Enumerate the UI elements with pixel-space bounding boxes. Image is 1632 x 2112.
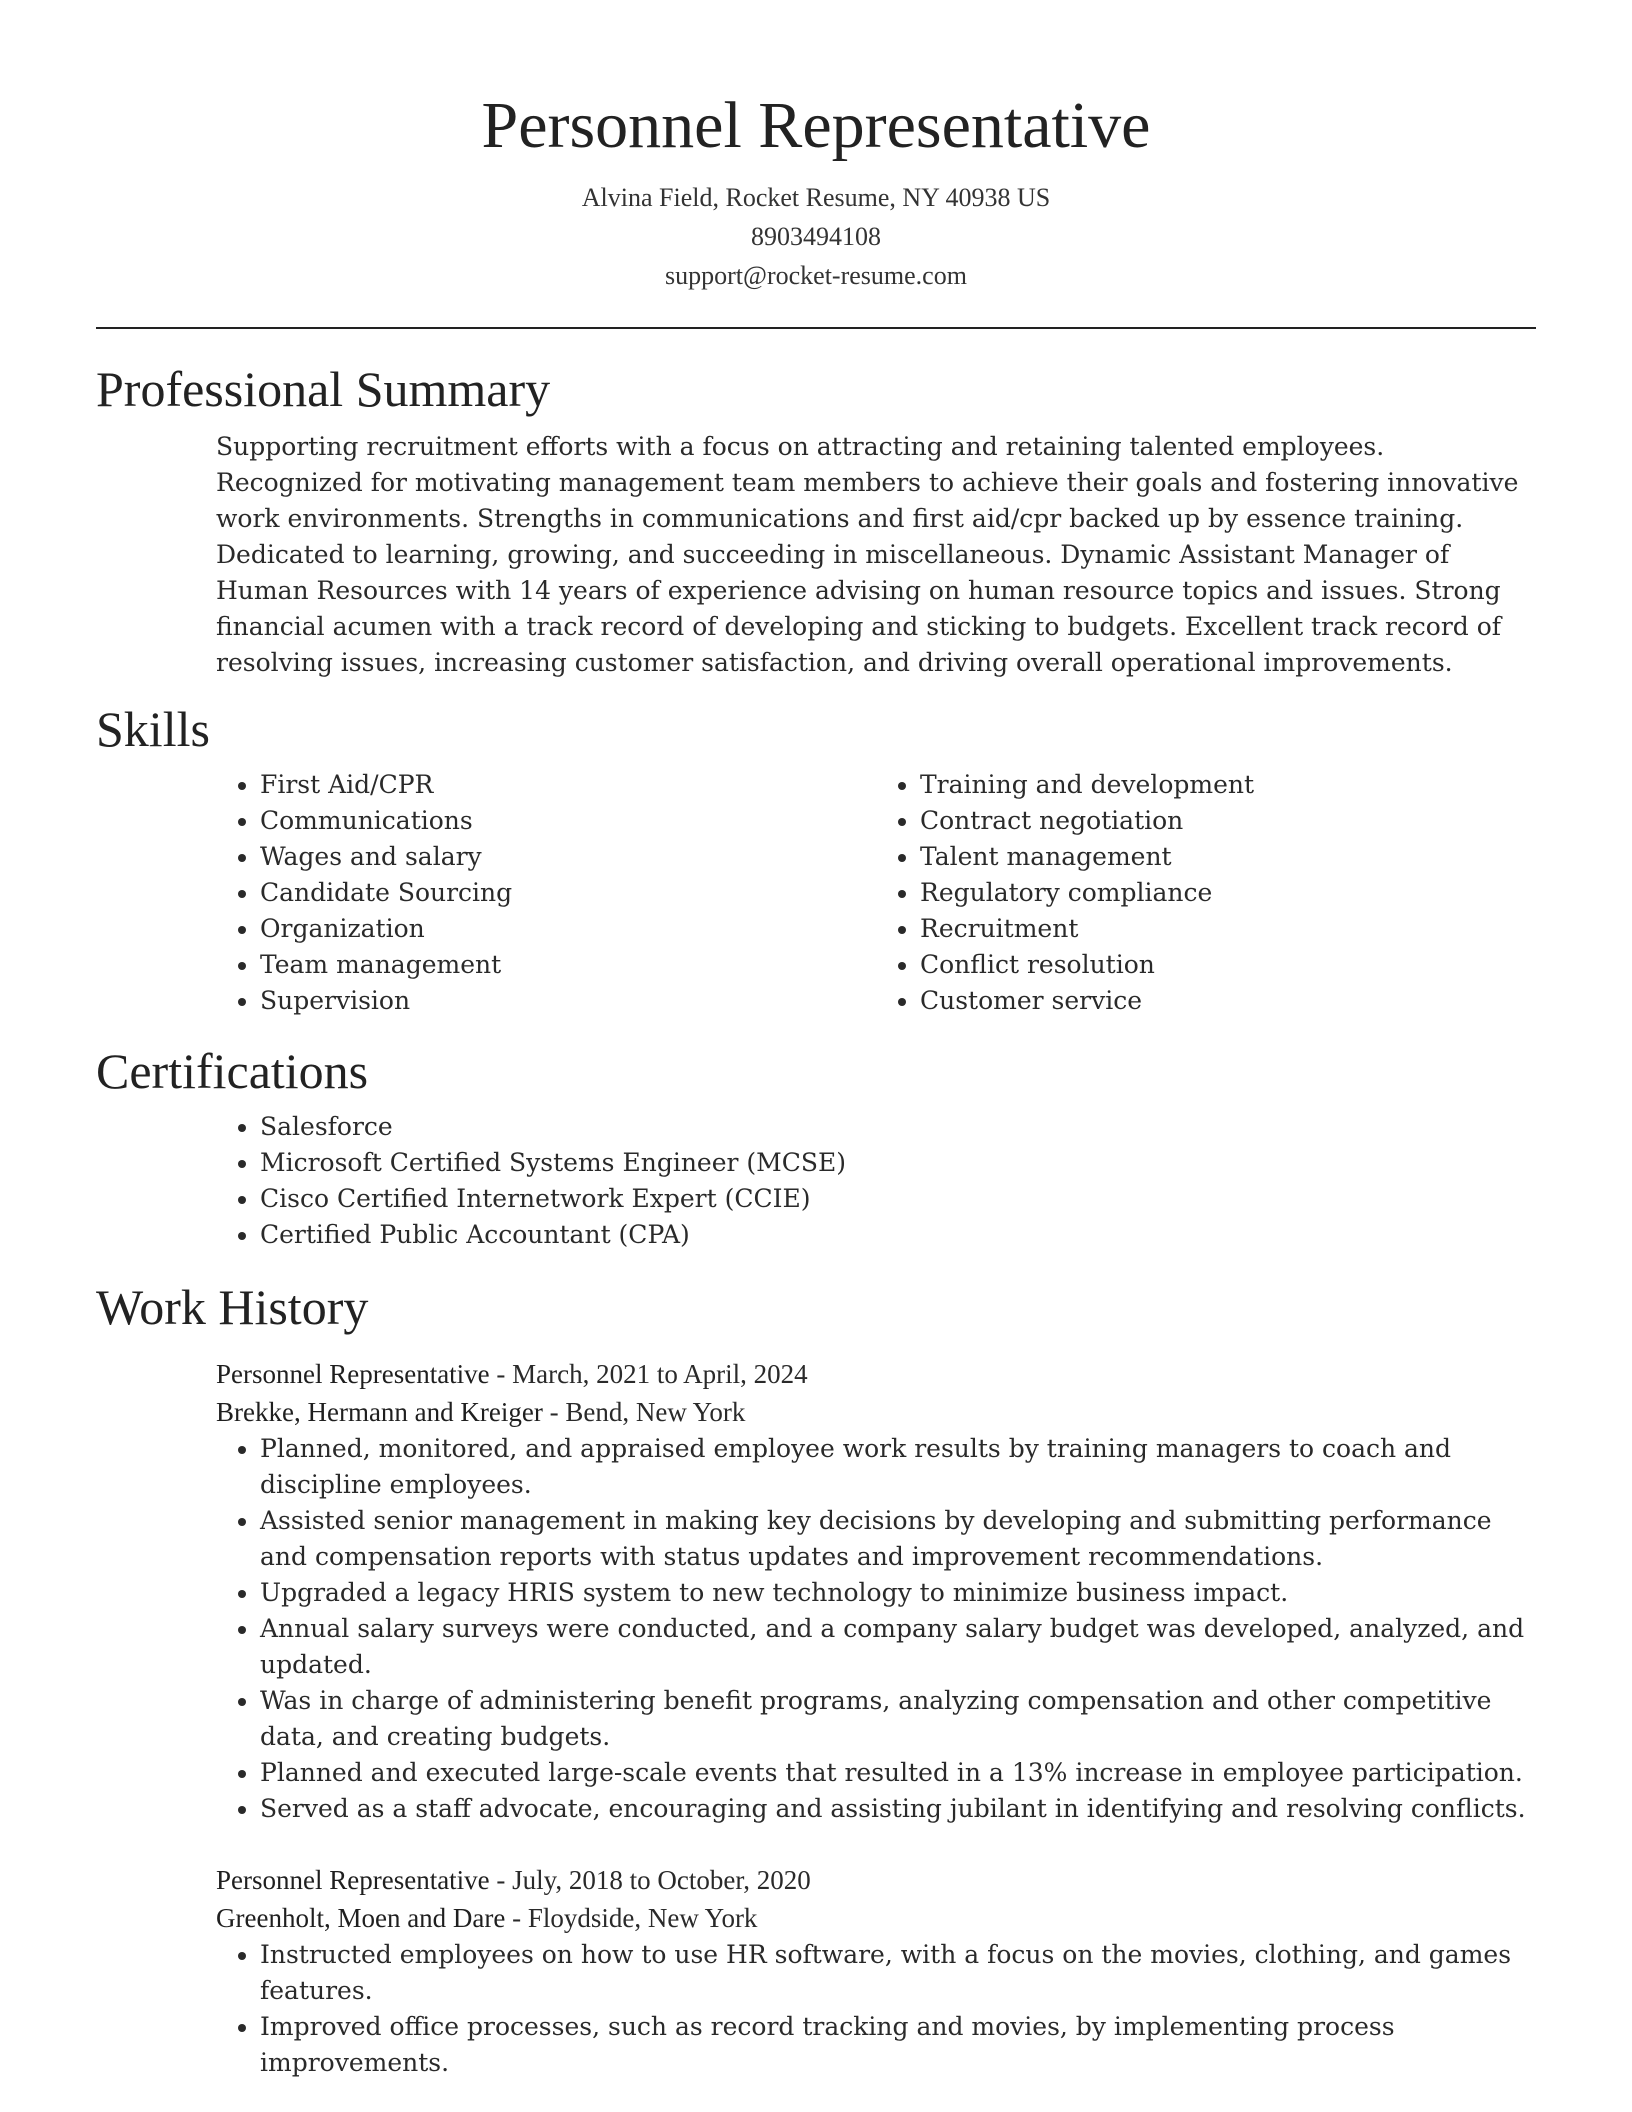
skill-item: • Communications — [260, 803, 876, 839]
job-bullet: • Upgraded a legacy HRIS system to new technology to minimize business impact. — [260, 1575, 1536, 1611]
certification-item: • Salesforce — [260, 1109, 1536, 1145]
skills-list — [216, 767, 1536, 1019]
certifications-heading: Certifications — [96, 1043, 369, 1099]
job-company-line — [216, 1393, 1536, 1431]
summary-text: Supporting recruitment efforts with a focus on attracting and retaining talented employees. Recognized for motivating management team members to achieve their goals and fostering innovative work environments. Strengths in communications and first aid/cpr backed up by essence training. Dedicated to learning, growing, and succeeding in miscellaneous. Dynamic Assistant Manager of Human Resources with 14 years of experience advising on human resource topics and issues. Strong financial acumen with a track record of developing and sticking to budgets. Excellent track record of resolving issues, increasing customer satisfaction, and driving overall operational improvements. — [216, 432, 1519, 677]
job-dates: March, 2021 to April, 2024 — [512, 1359, 808, 1389]
job-bullet: • Served as a staff advocate, encouraging and assisting jubilant in identifying and resolving conflicts. — [260, 1791, 1536, 1827]
skill-item: • First Aid/CPR — [260, 767, 876, 803]
certification-item: • Certified Public Accountant (CPA) — [260, 1217, 1536, 1253]
skill-item: • Customer service — [920, 983, 1536, 1019]
job-bullet: • Planned, monitored, and appraised employee work results by training managers to coach and discipline employees. — [260, 1431, 1536, 1503]
job-title-line — [216, 1861, 1536, 1899]
summary-heading: Professional Summary — [96, 361, 551, 417]
contact-address: Alvina Field, Rocket Resume, NY 40938 US — [581, 183, 1051, 212]
skills-column-right — [876, 767, 1536, 1019]
skill-item: • Candidate Sourcing — [260, 875, 876, 911]
job-separator: - — [549, 1397, 566, 1427]
skills-heading: Skills — [96, 701, 210, 757]
job-bullets — [216, 1937, 1536, 2081]
header-divider — [96, 327, 1536, 329]
skill-item: • Conflict resolution — [920, 947, 1536, 983]
job-title: Personnel Representative — [216, 1359, 490, 1389]
job-location: Floydside, New York — [527, 1903, 758, 1933]
job-bullet: • Assisted senior management in making key decisions by developing and submitting performance and compensation reports with status updates and improvement recommendations. — [260, 1503, 1536, 1575]
contact-block — [96, 178, 1536, 295]
job-location: Bend, New York — [565, 1397, 746, 1427]
skill-item: • Organization — [260, 911, 876, 947]
job-company: Brekke, Hermann and Kreiger — [216, 1397, 543, 1427]
skill-item: • Recruitment — [920, 911, 1536, 947]
job-company: Greenholt, Moen and Dare — [216, 1903, 506, 1933]
skills-column-left — [216, 767, 876, 1019]
certifications-list — [216, 1109, 1536, 1253]
skill-item: • Team management — [260, 947, 876, 983]
job-bullet: • Planned and executed large-scale events that resulted in a 13% increase in employee participation. — [260, 1755, 1536, 1791]
job-bullet: • Was in charge of administering benefit programs, analyzing compensation and other competitive data, and creating budgets. — [260, 1683, 1536, 1755]
job-separator: - — [496, 1865, 513, 1895]
skill-item: • Training and development — [920, 767, 1536, 803]
job-title: Personnel Representative — [216, 1865, 490, 1895]
skill-item: • Wages and salary — [260, 839, 876, 875]
skill-item: • Supervision — [260, 983, 876, 1019]
job-bullet: • Annual salary surveys were conducted, and a company salary budget was developed, analyzed, and updated. — [260, 1611, 1536, 1683]
job-company-line — [216, 1899, 1536, 1937]
resume-header — [96, 0, 1536, 295]
skill-item: • Contract negotiation — [920, 803, 1536, 839]
certification-item: • Cisco Certified Internetwork Expert (CCIE) — [260, 1181, 1536, 1217]
job-bullet: • Improved office processes, such as record tracking and movies, by implementing process improvements. — [260, 2009, 1536, 2081]
contact-phone: 8903494108 — [751, 222, 881, 251]
work-history-heading: Work History — [96, 1279, 369, 1335]
job-separator: - — [512, 1903, 528, 1933]
contact-email: support@rocket-resume.com — [665, 261, 967, 290]
job-bullets — [216, 1431, 1536, 1827]
skill-item: • Talent management — [920, 839, 1536, 875]
resume-page — [96, 0, 1536, 2081]
certification-item: • Microsoft Certified Systems Engineer (MCSE) — [260, 1145, 1536, 1181]
page-title: Personnel Representative — [481, 89, 1151, 162]
job-bullet: • Instructed employees on how to use HR software, with a focus on the movies, clothing, and games features. — [260, 1937, 1536, 2009]
job-entry — [216, 1355, 1536, 1827]
skill-item: • Regulatory compliance — [920, 875, 1536, 911]
job-title-line — [216, 1355, 1536, 1393]
job-separator: - — [496, 1359, 513, 1389]
job-entry — [216, 1861, 1536, 2081]
job-dates: July, 2018 to October, 2020 — [512, 1865, 811, 1895]
